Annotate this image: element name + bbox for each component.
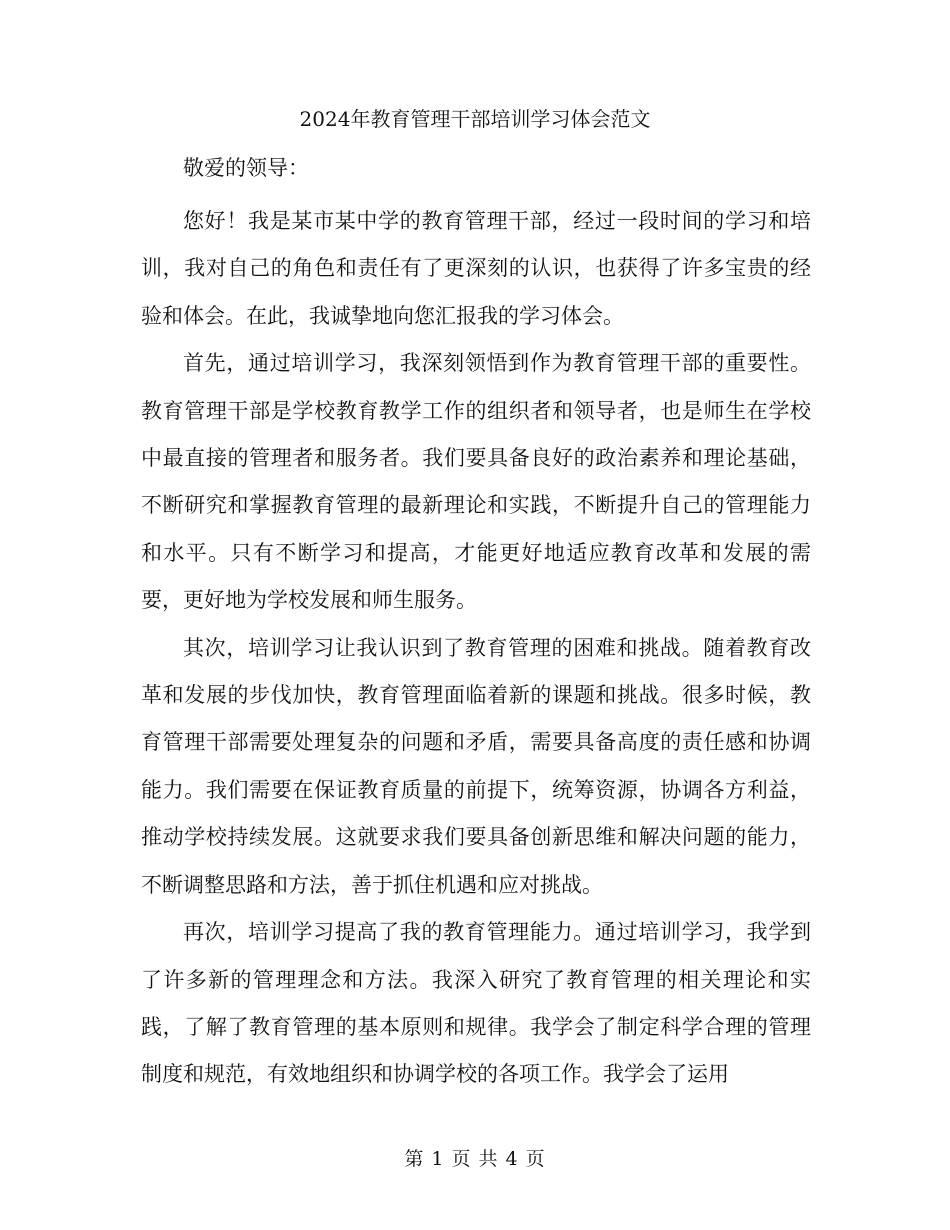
paragraph-third-point: 再次，培训学习提高了我的教育管理能力。通过培训学习，我学到了许多新的管理理念和方法。我深入研究了教育管理的相关理论和实践，了解了教育管理的基本原则和规律。我学会了制定科学合理的管理制度和规范，有效地组织和协调学校的各项工作。我学会了运用	[141, 920, 811, 1087]
salutation: 敬爱的领导：	[183, 156, 309, 180]
page-footer: 第 1 页 共 4 页	[404, 1148, 546, 1170]
paragraph-second-point: 其次，培训学习让我认识到了教育管理的困难和挑战。随着教育改革和发展的步伐加快，教育管理面临着新的课题和挑战。很多时候，教育管理干部需要处理复杂的问题和矛盾，需要具备高度的责任感和协调能力。我们需要在保证教育质量的前提下，统筹资源，协调各方利益，推动学校持续发展。这就要求我们要具备创新思维和解决问题的能力，不断调整思路和方法，善于抓住机遇和应对挑战。	[141, 635, 811, 897]
paragraph-first-point: 首先，通过培训学习，我深刻领悟到作为教育管理干部的重要性。教育管理干部是学校教育教学工作的组织者和领导者，也是师生在学校中最直接的管理者和服务者。我们要具备良好的政治素养和理论基础，不断研究和掌握教育管理的最新理论和实践，不断提升自己的管理能力和水平。只有不断学习和提高，才能更好地适应教育改革和发展的需要，更好地为学校发展和师生服务。	[141, 351, 811, 613]
document-title: 2024年教育管理干部培训学习体会范文	[299, 107, 651, 131]
paragraph-greeting: 您好！我是某市某中学的教育管理干部，经过一段时间的学习和培训，我对自己的角色和责任有了更深刻的认识，也获得了许多宝贵的经验和体会。在此，我诚挚地向您汇报我的学习体会。	[141, 209, 811, 328]
document-body	[141, 150, 811, 1099]
